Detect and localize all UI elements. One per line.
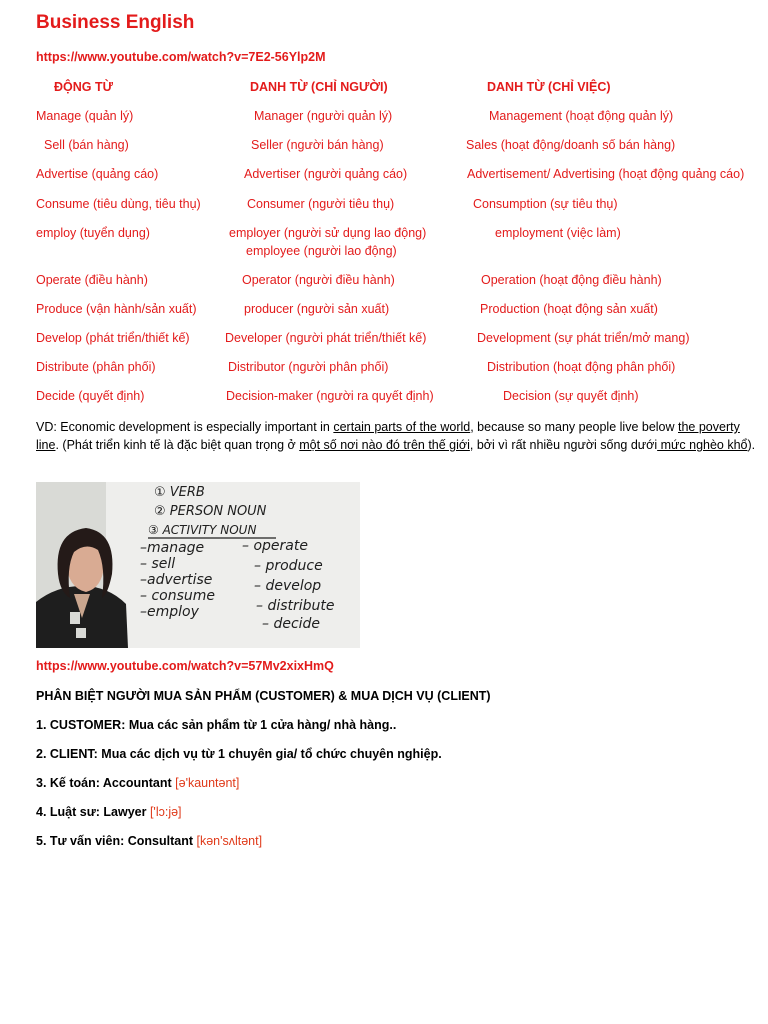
list-item: 5. Tư vấn viên: Consultant [kən'sʌltənt] — [36, 834, 263, 848]
youtube-link-1[interactable]: https://www.youtube.com/watch?v=7E2-56Ylp2M — [36, 50, 326, 64]
wb-word: – operate — [242, 538, 308, 554]
activity-noun-cell: Production (hoạt động sản xuất) — [480, 302, 658, 316]
list-item: 4. Luật sư: Lawyer ['lɔ:jə] — [36, 805, 182, 819]
wb-word: –advertise — [140, 572, 213, 588]
teacher-figure — [36, 528, 128, 648]
verb-cell: Operate (điều hành) — [36, 273, 148, 287]
verb-cell: Consume (tiêu dùng, tiêu thụ) — [36, 197, 201, 211]
verb-cell: Manage (quản lý) — [36, 109, 134, 123]
person-noun-cell: Advertiser (người quảng cáo) — [244, 167, 408, 181]
wb-word: – distribute — [256, 598, 335, 614]
activity-noun-cell: Sales (hoạt động/doanh số bán hàng) — [466, 138, 676, 152]
activity-noun-cell: Consumption (sự tiêu thụ) — [473, 197, 618, 211]
person-noun-cell-secondary: employee (người lao động) — [246, 244, 397, 258]
wb-item: ③ ACTIVITY NOUN — [148, 523, 257, 537]
activity-noun-cell: Decision (sự quyết định) — [503, 389, 639, 403]
wb-word: –manage — [140, 540, 205, 556]
video-thumbnail-image — [36, 482, 360, 648]
verb-cell: Produce (vận hành/sản xuất) — [36, 302, 197, 316]
whiteboard-drawing — [36, 482, 360, 648]
wb-word: – produce — [254, 558, 323, 574]
person-noun-cell: Developer (người phát triển/thiết kế) — [225, 331, 427, 345]
section-title: PHÂN BIỆT NGƯỜI MUA SẢN PHẨM (CUSTOMER) & MUA DỊCH VỤ (CLIENT) — [36, 689, 491, 703]
wb-word: – decide — [262, 616, 321, 632]
activity-noun-cell: Management (hoạt động quản lý) — [489, 109, 674, 123]
person-noun-cell: Operator (người điều hành) — [242, 273, 395, 287]
person-noun-cell: Consumer (người tiêu thụ) — [247, 197, 395, 211]
activity-noun-cell: employment (việc làm) — [495, 226, 621, 240]
activity-noun-cell: Development (sự phát triển/mở mang) — [477, 331, 690, 345]
activity-noun-cell: Distribution (hoạt động phân phối) — [487, 360, 676, 374]
verb-cell: employ (tuyển dụng) — [36, 226, 150, 240]
example-paragraph: VD: Economic development is especially important in certain parts of the world, because so many people live below the poverty line. (Phát triển kinh tế là đặc biệt quan trọng ở một số nơi nào đó trên thế giới, bởi vì rất nhiều người sống dưới mức nghèo khổ). — [36, 420, 756, 452]
person-noun-cell: Manager (người quản lý) — [254, 109, 393, 123]
verb-cell: Advertise (quảng cáo) — [36, 167, 159, 181]
wb-word: –employ — [140, 604, 199, 620]
person-noun-cell: employer (người sử dụng lao động) — [229, 226, 427, 240]
list-item: 3. Kế toán: Accountant [ə'kauntənt] — [36, 776, 240, 790]
header-verb: ĐỘNG TỪ — [54, 80, 113, 94]
page-title: Business English — [36, 12, 195, 33]
list-item: 2. CLIENT: Mua các dịch vụ từ 1 chuyên gia/ tổ chức chuyên nghiệp. — [36, 747, 442, 761]
youtube-link-2[interactable]: https://www.youtube.com/watch?v=57Mv2xixHmQ — [36, 659, 334, 673]
list-item: 1. CUSTOMER: Mua các sản phẩm từ 1 cửa hàng/ nhà hàng.. — [36, 718, 397, 732]
person-noun-cell: Distributor (người phân phối) — [228, 360, 389, 374]
wb-word: – consume — [140, 588, 216, 604]
verb-cell: Sell (bán hàng) — [44, 138, 129, 152]
header-activity-noun: DANH TỪ (CHỈ VIỆC) — [487, 80, 611, 94]
verb-cell: Distribute (phân phối) — [36, 360, 156, 374]
wb-word: – sell — [140, 556, 176, 572]
activity-noun-cell: Operation (hoạt động điều hành) — [481, 273, 662, 287]
wb-word: – develop — [254, 578, 322, 594]
person-noun-cell: Seller (người bán hàng) — [251, 138, 384, 152]
verb-cell: Develop (phát triển/thiết kế) — [36, 331, 190, 345]
header-person-noun: DANH TỪ (CHỈ NGƯỜI) — [250, 80, 388, 94]
wb-item: ② PERSON NOUN — [154, 504, 267, 519]
activity-noun-cell: Advertisement/ Advertising (hoạt động quảng cáo) — [467, 167, 745, 181]
person-noun-cell: producer (người sản xuất) — [244, 302, 390, 316]
wb-item: ① VERB — [154, 485, 205, 500]
person-noun-cell: Decision-maker (người ra quyết định) — [226, 389, 434, 403]
verb-cell: Decide (quyết định) — [36, 389, 145, 403]
